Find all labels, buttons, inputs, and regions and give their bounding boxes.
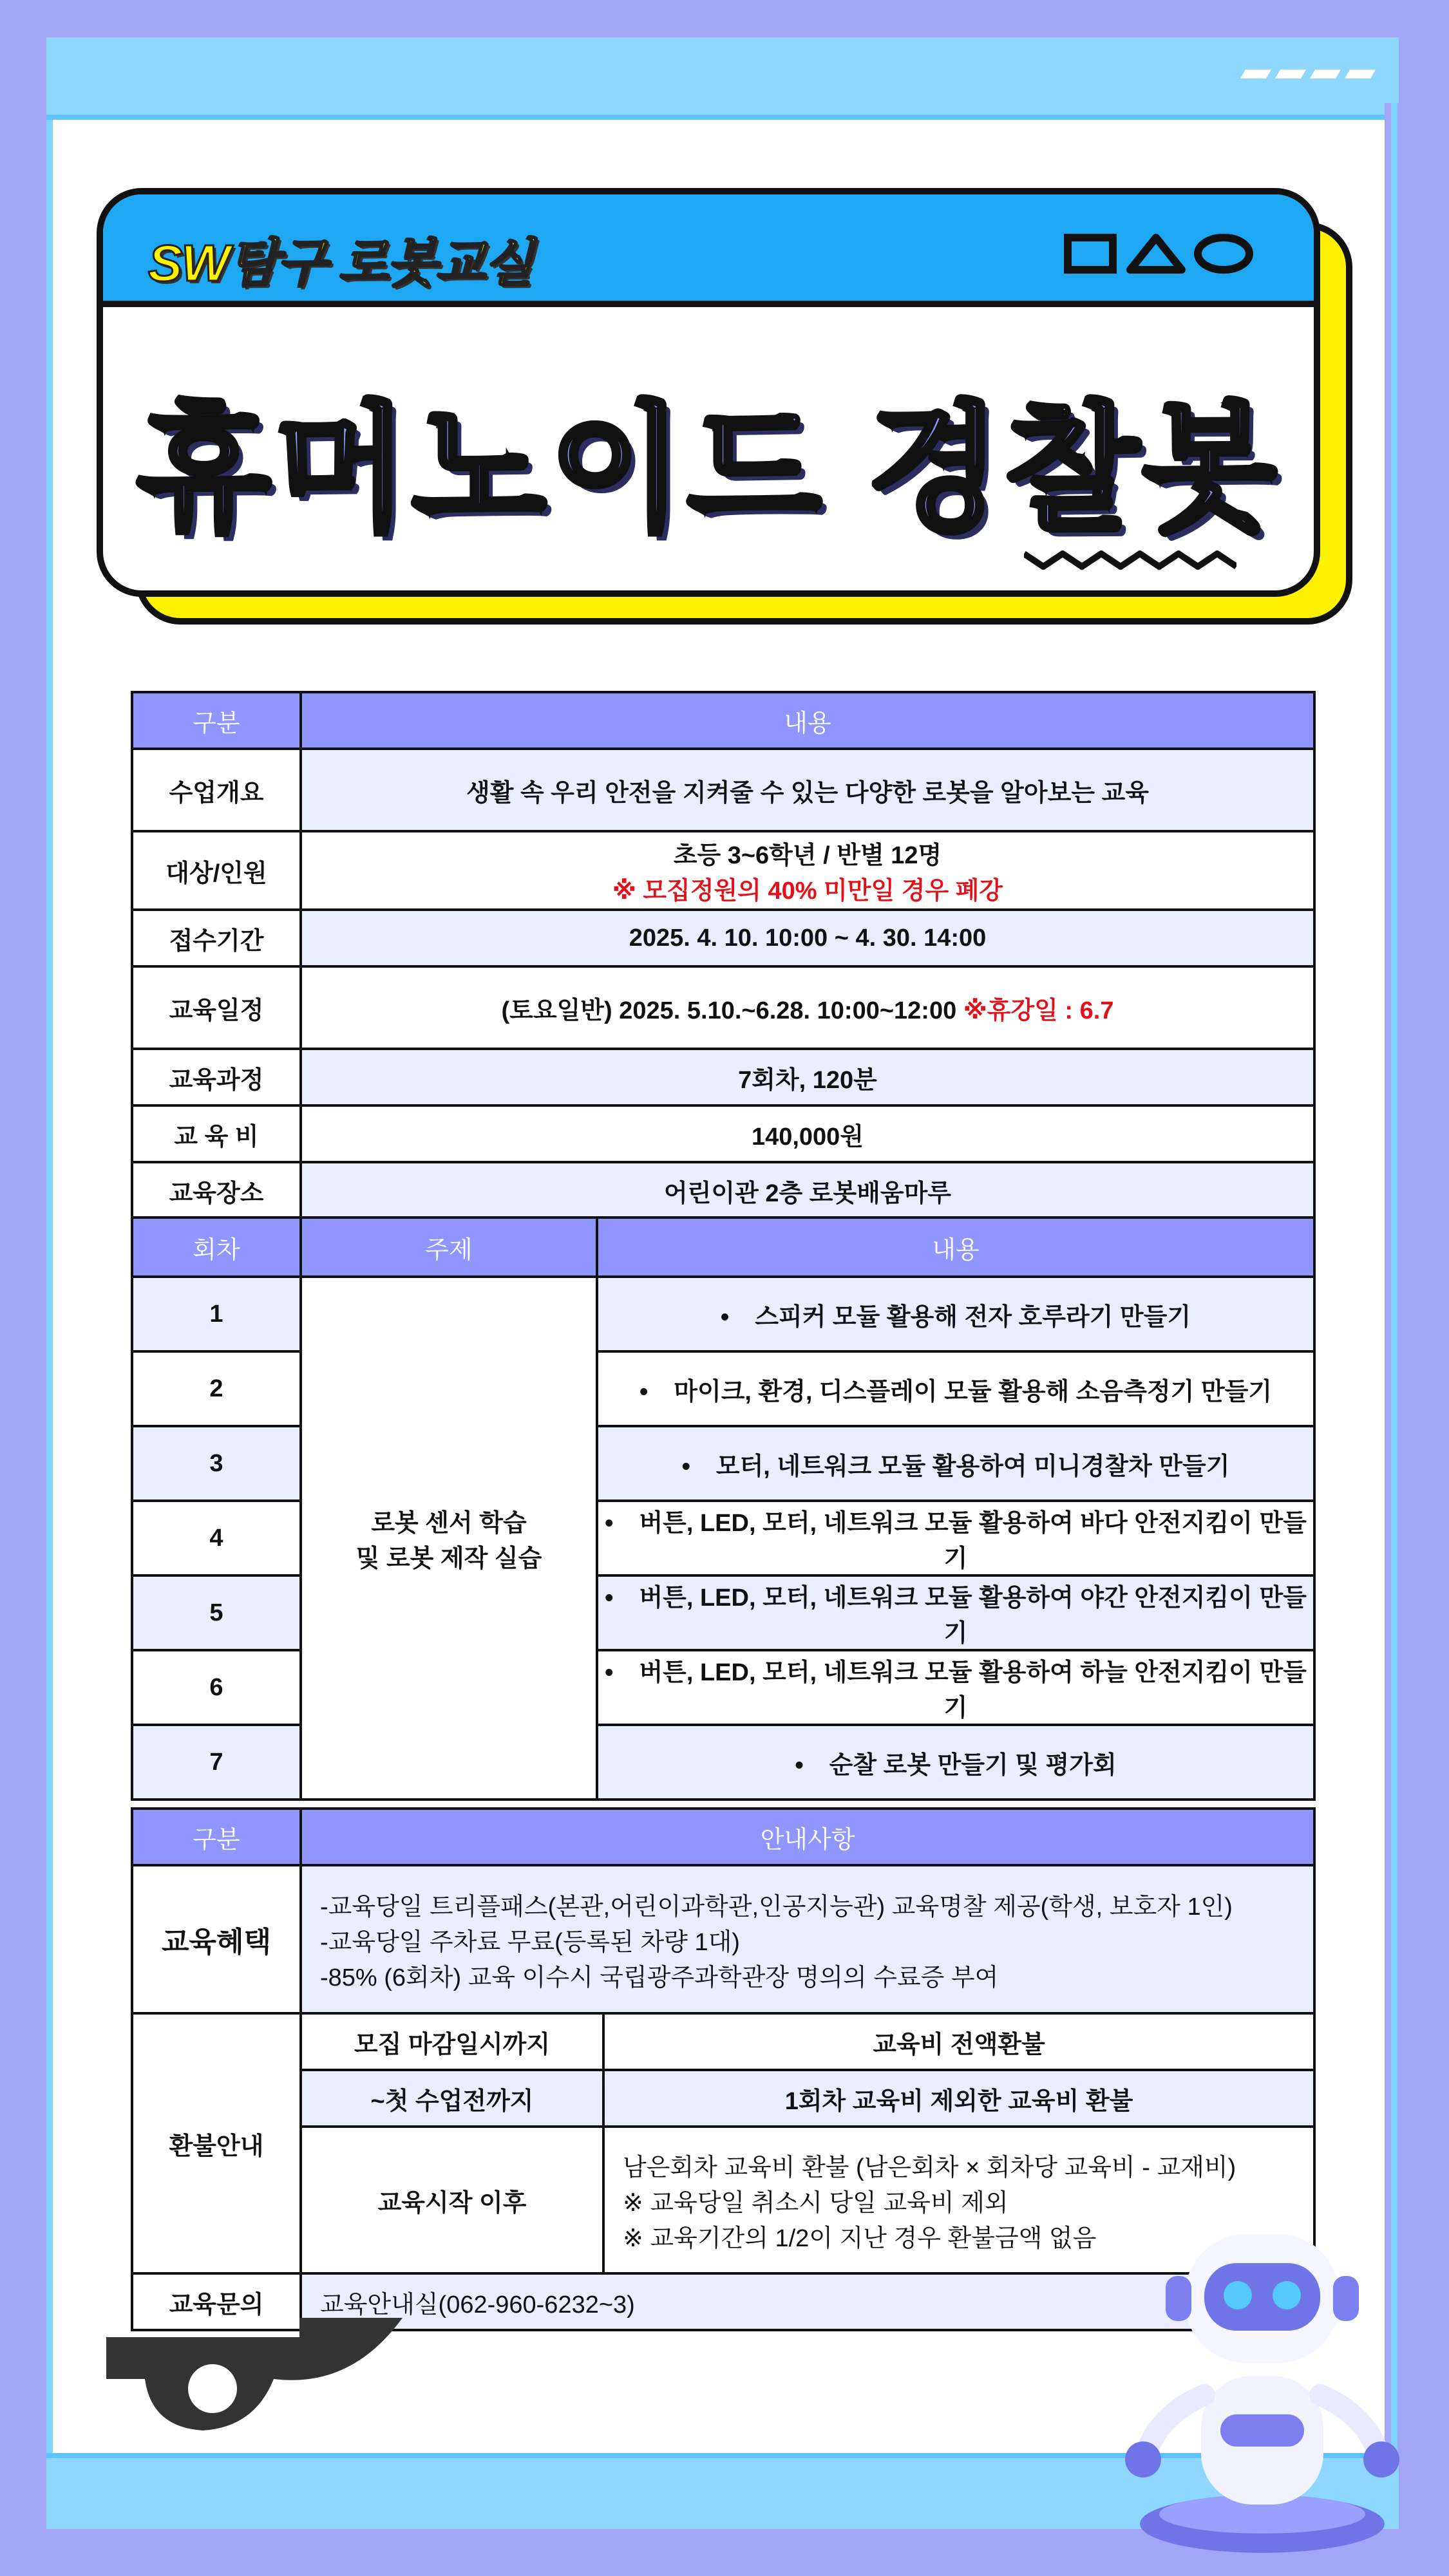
- refund-when: ~첫 수업전까지: [301, 2070, 603, 2127]
- session-table: [131, 1216, 1316, 1801]
- row-value: 어린이관 2층 로봇배움마루: [301, 1162, 1314, 1219]
- refund-what: 교육비 전액환불: [603, 2013, 1314, 2070]
- frame-top-bar: [46, 37, 1399, 120]
- cancel-note: ※ 모집정원의 40% 미만일 경우 폐강: [612, 878, 1003, 905]
- contact-value: 교육안내실(062-960-6232~3): [301, 2273, 1314, 2330]
- session-number: 7: [132, 1725, 301, 1800]
- benefit-line: -교육당일 트리플패스(본관,어린이과학관,인공지능관) 교육명찰 제공(학생, 보호자 1인): [320, 1893, 1233, 1921]
- frame-right-accent: [1391, 103, 1397, 2459]
- row-label: 교육과정: [132, 1049, 301, 1105]
- refund-line: ※ 교육당일 취소시 당일 교육비 제외: [623, 2189, 1009, 2217]
- session-number: 5: [132, 1575, 301, 1650]
- session-content-text: 모터, 네트워크 모듈 활용하여 미니경찰차 만들기: [715, 1453, 1230, 1480]
- row-value: [301, 966, 1314, 1049]
- session-content-text: 순찰 로봇 만들기 및 평가회: [829, 1751, 1117, 1779]
- session-number: 4: [132, 1501, 301, 1575]
- session-content: [597, 1575, 1314, 1650]
- session-content: [597, 1351, 1314, 1426]
- session-content: [597, 1650, 1314, 1725]
- schedule-text: (토요일반) 2025. 5.10.~6.28. 10:00~12:00: [501, 997, 963, 1024]
- program-subtitle: SW탐구 로봇교실: [148, 234, 533, 292]
- row-label: 수업개요: [132, 749, 301, 831]
- session-topic: [301, 1277, 597, 1800]
- gear-decoration-icon: [106, 2318, 402, 2447]
- benefit-line: -85% (6회차) 교육 이수시 국립광주과학관장 명의의 수료증 부여: [320, 1964, 999, 1991]
- session-number: 2: [132, 1351, 301, 1426]
- session-content-text: 스피커 모듈 활용해 전자 호루라기 만들기: [755, 1303, 1191, 1331]
- zigzag-decoration: [1024, 547, 1236, 573]
- row-label: 교 육 비: [132, 1105, 301, 1162]
- bullet: •: [720, 1303, 730, 1331]
- refund-line: ※ 교육기간의 1/2이 지난 경우 환불금액 없음: [623, 2224, 1097, 2252]
- row-label: 교육장소: [132, 1162, 301, 1219]
- contact-label: 교육문의: [132, 2273, 301, 2330]
- col-header-content: 내용: [301, 692, 1314, 749]
- row-value: [301, 831, 1314, 910]
- bullet: •: [639, 1378, 649, 1406]
- page-title: 휴머노이드 경찰봇: [137, 391, 1280, 547]
- bullet: •: [681, 1453, 690, 1480]
- row-value: 생활 속 우리 안전을 지켜줄 수 있는 다양한 로봇을 알아보는 교육: [301, 749, 1314, 831]
- benefit-line: -교육당일 주차료 무료(등록된 차량 1대): [320, 1928, 740, 1956]
- session-content-text: 버튼, LED, 모터, 네트워크 모듈 활용하여 야간 안전지킴이 만들기: [639, 1584, 1307, 1647]
- header-card-bar: [103, 194, 1314, 307]
- row-value: 2025. 4. 10. 10:00 ~ 4. 30. 14:00: [301, 910, 1314, 966]
- row-label: 접수기간: [132, 910, 301, 966]
- benefit-content: [301, 1865, 1314, 2013]
- session-content-text: 마이크, 환경, 디스플레이 모듈 활용해 소음측정기 만들기: [674, 1378, 1273, 1406]
- row-label: 교육일정: [132, 966, 301, 1049]
- refund-what: 1회차 교육비 제외한 교육비 환불: [603, 2070, 1314, 2127]
- row-value: 7회차, 120분: [301, 1049, 1314, 1105]
- col-header-category: 구분: [132, 1809, 301, 1865]
- session-number: 3: [132, 1426, 301, 1501]
- session-content-text: 버튼, LED, 모터, 네트워크 모듈 활용하여 바다 안전지킴이 만들기: [639, 1510, 1307, 1572]
- col-header-notice: 안내사항: [301, 1809, 1314, 1865]
- refund-when: 교육시작 이후: [301, 2127, 603, 2273]
- benefit-label: 교육혜택: [132, 1865, 301, 2013]
- bullet: •: [605, 1584, 614, 1612]
- square-triangle-circle-icon: [1063, 230, 1256, 275]
- header-card: [97, 188, 1320, 597]
- refund-label: 환불안내: [132, 2013, 301, 2273]
- topic-line: 로봇 센서 학습: [371, 1510, 527, 1537]
- refund-when: 모집 마감일시까지: [301, 2013, 603, 2070]
- session-content: [597, 1725, 1314, 1800]
- refund-line: 남은회차 교육비 환불 (남은회차 × 회차당 교육비 - 교재비): [623, 2154, 1236, 2181]
- topic-line: 및 로봇 제작 실습: [355, 1545, 542, 1572]
- info-table: [131, 691, 1316, 1220]
- bullet: •: [605, 1510, 614, 1537]
- col-header-session: 회차: [132, 1217, 301, 1277]
- session-content-text: 버튼, LED, 모터, 네트워크 모듈 활용하여 하늘 안전지킴이 만들기: [639, 1659, 1307, 1722]
- session-content: [597, 1277, 1314, 1351]
- holiday-note: ※휴강일 : 6.7: [963, 997, 1114, 1024]
- robot-mascot-icon: [1088, 2221, 1423, 2556]
- col-header-category: 구분: [132, 692, 301, 749]
- row-value: 140,000원: [301, 1105, 1314, 1162]
- target-text: 초등 3~6학년 / 반별 12명: [673, 842, 942, 869]
- col-header-topic: 주제: [301, 1217, 597, 1277]
- col-header-content: 내용: [597, 1217, 1314, 1277]
- session-content: [597, 1501, 1314, 1575]
- session-number: 1: [132, 1277, 301, 1351]
- session-number: 6: [132, 1650, 301, 1725]
- bullet: •: [795, 1751, 804, 1779]
- row-label: 대상/인원: [132, 831, 301, 910]
- session-content: [597, 1426, 1314, 1501]
- bullet: •: [605, 1659, 614, 1686]
